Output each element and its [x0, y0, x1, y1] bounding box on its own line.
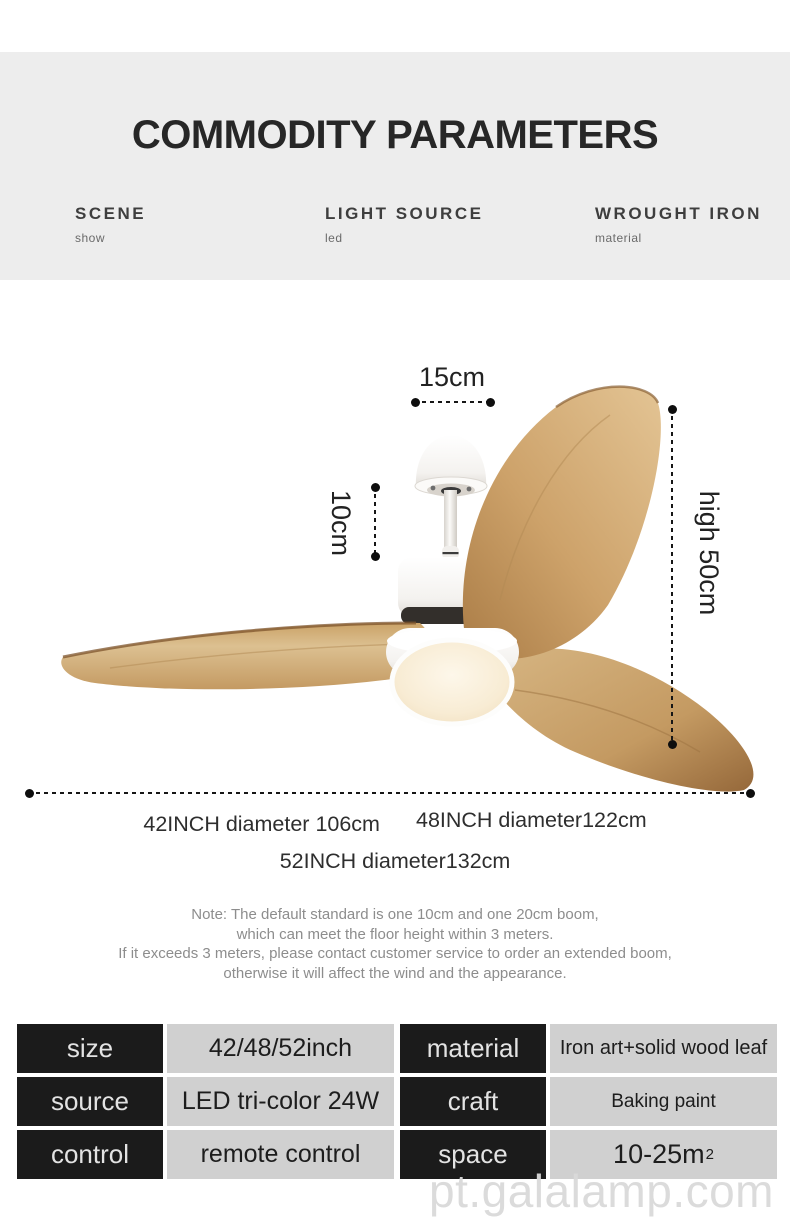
spec-value-control: remote control: [167, 1130, 394, 1179]
fan-canopy: [415, 435, 487, 497]
fan-blade-lower-right: [490, 648, 753, 791]
spec-value-craft: Baking paint: [550, 1077, 777, 1126]
feature-wrought-iron-subtitle: material: [595, 231, 642, 245]
height-dim-line: [671, 408, 673, 746]
feature-light-source-title: LIGHT SOURCE: [325, 204, 484, 223]
fan-light-lens: [392, 640, 512, 724]
canopy-width-dim-line: [414, 401, 492, 403]
note-line: otherwise it will affect the wind and the appearance.: [223, 964, 567, 982]
spec-value-space: 10-25m 2: [550, 1130, 777, 1179]
feature-light-source-subtitle: led: [325, 231, 343, 245]
diameter-48inch: 48INCH diameter122cm: [415, 808, 647, 832]
diameter-row-1: [0, 808, 790, 837]
downrod-length-label: 10cm: [326, 489, 356, 557]
spec-table-right: [400, 1024, 777, 1179]
feature-scene-subtitle: show: [75, 231, 106, 245]
feature-light-source: [325, 204, 483, 245]
spec-label-craft: craft: [400, 1077, 546, 1126]
spec-value-source: LED tri-color 24W: [167, 1077, 394, 1126]
dim-endpoint-dot: [371, 552, 380, 561]
spec-label-control: control: [17, 1130, 163, 1179]
site-watermark: pt.galalamp.com: [429, 1165, 774, 1217]
feature-wrought-iron: [595, 204, 762, 245]
fan-blade-left: [61, 623, 436, 689]
canopy-width-label: 15cm: [418, 362, 486, 392]
spec-label-space: space: [400, 1130, 546, 1179]
spec-label-size: size: [17, 1024, 163, 1073]
feature-scene-title: SCENE: [75, 204, 147, 223]
dim-endpoint-dot: [25, 789, 34, 798]
diameter-52inch: 52INCH diameter132cm: [279, 849, 511, 873]
spec-table-left: [17, 1024, 394, 1179]
note-line: If it exceeds 3 meters, please contact customer service to order an extended boom,: [118, 945, 672, 962]
dim-endpoint-dot: [668, 740, 677, 749]
feature-wrought-iron-title: WROUGHT IRON: [595, 204, 762, 223]
fan-blade-upper-right: [463, 387, 661, 659]
fan-downrod: [442, 490, 459, 559]
fan-light: [386, 628, 519, 724]
feature-scene: [75, 204, 146, 245]
page-title: COMMODITY PARAMETERS: [131, 113, 659, 157]
spec-label-material: material: [400, 1024, 546, 1073]
space-value: 10-25m: [613, 1139, 705, 1169]
dim-endpoint-dot: [486, 398, 495, 407]
dim-endpoint-dot: [668, 405, 677, 414]
parameters-section-band: [0, 52, 790, 280]
dim-endpoint-dot: [746, 789, 755, 798]
note-line: which can meet the floor height within 3 meters.: [236, 925, 554, 943]
dim-endpoint-dot: [411, 398, 420, 407]
height-label: high 50cm: [694, 490, 724, 616]
dim-endpoint-dot: [371, 483, 380, 492]
downrod-length-dim-line: [374, 486, 376, 558]
spec-label-source: source: [17, 1077, 163, 1126]
spec-value-material: Iron art+solid wood leaf: [550, 1024, 777, 1073]
diameter-dim-line: [28, 792, 752, 794]
installation-note: [0, 905, 790, 983]
diameter-42inch: 42INCH diameter 106cm: [143, 812, 380, 836]
spec-value-size: 42/48/52inch: [167, 1024, 394, 1073]
note-line: Note: The default standard is one 10cm and one 20cm boom,: [191, 906, 599, 923]
